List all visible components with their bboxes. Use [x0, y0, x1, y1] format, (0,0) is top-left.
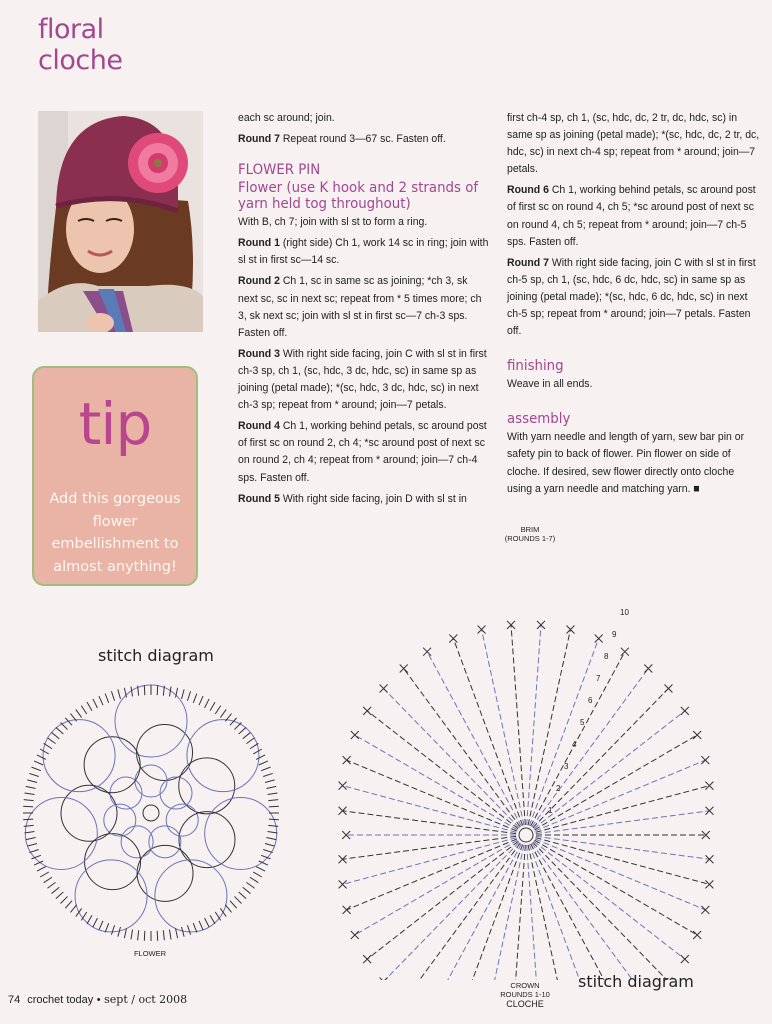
- flower-round-3: [238, 346, 490, 414]
- instructions-column-1: [238, 110, 490, 512]
- round-7: [238, 131, 490, 148]
- round-label: Round 7: [507, 256, 549, 269]
- flower-stitch-diagram: [20, 680, 282, 946]
- round-text: Ch 1, sc in same sc as joining; *ch 3, sk next sc, sc in next sc; repeat from * 5 times more; ch 3, sk next sc; join with sl st in first sc—7 ch-3 sps. Fasten off.: [238, 275, 482, 339]
- round-number: 1: [548, 806, 553, 815]
- round-text: (right side) Ch 1, work 14 sc in ring; join with sl st in first sc—14 sc.: [238, 237, 489, 267]
- intro-text: each sc around; join.: [238, 112, 335, 124]
- round-label: Round 7: [238, 133, 280, 146]
- round-number: 5: [580, 718, 585, 727]
- crown-caption-line-1: CROWN: [510, 981, 540, 990]
- round-label: Round 1: [238, 237, 280, 250]
- flower-strokes: [23, 685, 279, 941]
- round-label: Round 6: [507, 184, 549, 197]
- finishing-heading: finishing: [507, 358, 564, 375]
- crown-caption-line-2: ROUNDS 1-10: [500, 990, 550, 999]
- round-number: 10: [620, 608, 629, 617]
- round-text: Ch 1, working behind petals, sc around post of first sc on round 4, ch 5; *sc around post of next sc on round 4, ch 5; repeat from * around; join—7 ch-5 sps. Fasten off.: [507, 184, 756, 248]
- flower-caption: FLOWER: [133, 949, 167, 958]
- title-line-1: floral: [38, 14, 104, 45]
- round-number: 8: [604, 652, 609, 661]
- round-label: Round 5: [238, 492, 280, 505]
- round-number: 2: [556, 784, 561, 793]
- flower-round-1: [238, 235, 490, 269]
- finishing-text: Weave in all ends.: [507, 378, 593, 391]
- round-text: Repeat round 3—67 sc. Fasten off.: [282, 133, 446, 146]
- brim-caption-line-2: (ROUNDS 1-7): [504, 534, 556, 543]
- cloche-stitch-diagram: [298, 545, 758, 980]
- flower-round-5: [238, 491, 490, 508]
- round-text: With right side facing, join C with sl st in first ch-3 sp, ch 1, (sc, hdc, 3 dc, hdc, sc) in same sp as joining (petal made); *(sc, hdc, 3 dc, hdc, sc) in next ch-3 sp; repeat from * around; join—7 petals.: [238, 347, 487, 412]
- crown-caption: [475, 981, 575, 999]
- round-number: 6: [588, 696, 593, 705]
- brim-caption-line-1: BRIM: [520, 525, 540, 534]
- page-footer: 74 crochet today • sept / oct 2008: [8, 993, 188, 1006]
- round-label: Round 3: [238, 347, 280, 360]
- round-number: 7: [596, 674, 601, 683]
- flower-round-6: [507, 182, 761, 250]
- flower-round-2: [238, 273, 490, 341]
- cloche-caption: CLOCHE: [506, 999, 544, 1009]
- tip-box: [32, 366, 198, 586]
- assembly-text: With yarn needle and length of yarn, sew bar pin or safety pin to back of flower. Pin flower on side of cloche. If desired, sew flower directly onto cloche using a yarn needle and matching yarn. ■: [507, 431, 745, 495]
- title-line-2: cloche: [38, 45, 123, 76]
- issue-date: sept / oct 2008: [104, 993, 188, 1006]
- round-text: Ch 1, working behind petals, sc around post of first sc on round 2, ch 4; *sc around post of next sc on round 2, ch 4; repeat from * around; join—7 ch-4 sps. Fasten off.: [238, 420, 487, 484]
- flower-round-4: [238, 418, 490, 486]
- article-title: [38, 14, 122, 76]
- round-text: With right side facing, join C with sl st in first ch-5 sp, ch 1, (sc, hdc, 6 dc, hdc, sc) in same sp as joining (petal made); *(sc, hdc, 6 dc, hdc, sc) in next ch-5 sp; repeat from * around; join—7 petals. Fasten off.: [507, 256, 756, 338]
- flower-pin-heading: FLOWER PIN: [238, 162, 321, 179]
- tip-text: Add this gorgeous flower embellishment to almost anything!: [49, 491, 181, 575]
- round-number: 9: [612, 630, 617, 639]
- continued-text: first ch-4 sp, ch 1, (sc, hdc, dc, 2 tr, dc, hdc, sc) in same sp as joining (petal made); *(sc, hdc, dc, 2 tr, dc, hdc, sc) in next ch-4 sp; repeat from * around; join—7 petals.: [507, 112, 760, 176]
- round-label: Round 4: [238, 420, 280, 433]
- flower-start-text: With B, ch 7; join with sl st to form a ring.: [238, 216, 428, 229]
- flower-round-7: [507, 255, 761, 340]
- round-number: 4: [572, 740, 577, 749]
- right-diagram-label: stitch diagram: [578, 972, 694, 991]
- flower-embellishment: [128, 133, 188, 193]
- instructions-column-2: [507, 110, 761, 502]
- left-diagram-label: stitch diagram: [98, 646, 214, 665]
- round-number: 3: [564, 762, 569, 771]
- tip-heading: tip: [78, 390, 152, 458]
- page-number: 74: [8, 994, 21, 1006]
- model-photo: [38, 111, 203, 332]
- round-label: Round 2: [238, 275, 280, 288]
- cloche-strokes: [339, 608, 714, 980]
- round-text: With right side facing, join D with sl st in: [282, 492, 467, 505]
- assembly-heading: assembly: [507, 411, 571, 428]
- magazine-name: crochet today: [27, 994, 94, 1006]
- brim-caption: [480, 525, 580, 543]
- flower-subheading: Flower (use K hook and 2 strands of yarn held tog throughout): [238, 180, 479, 213]
